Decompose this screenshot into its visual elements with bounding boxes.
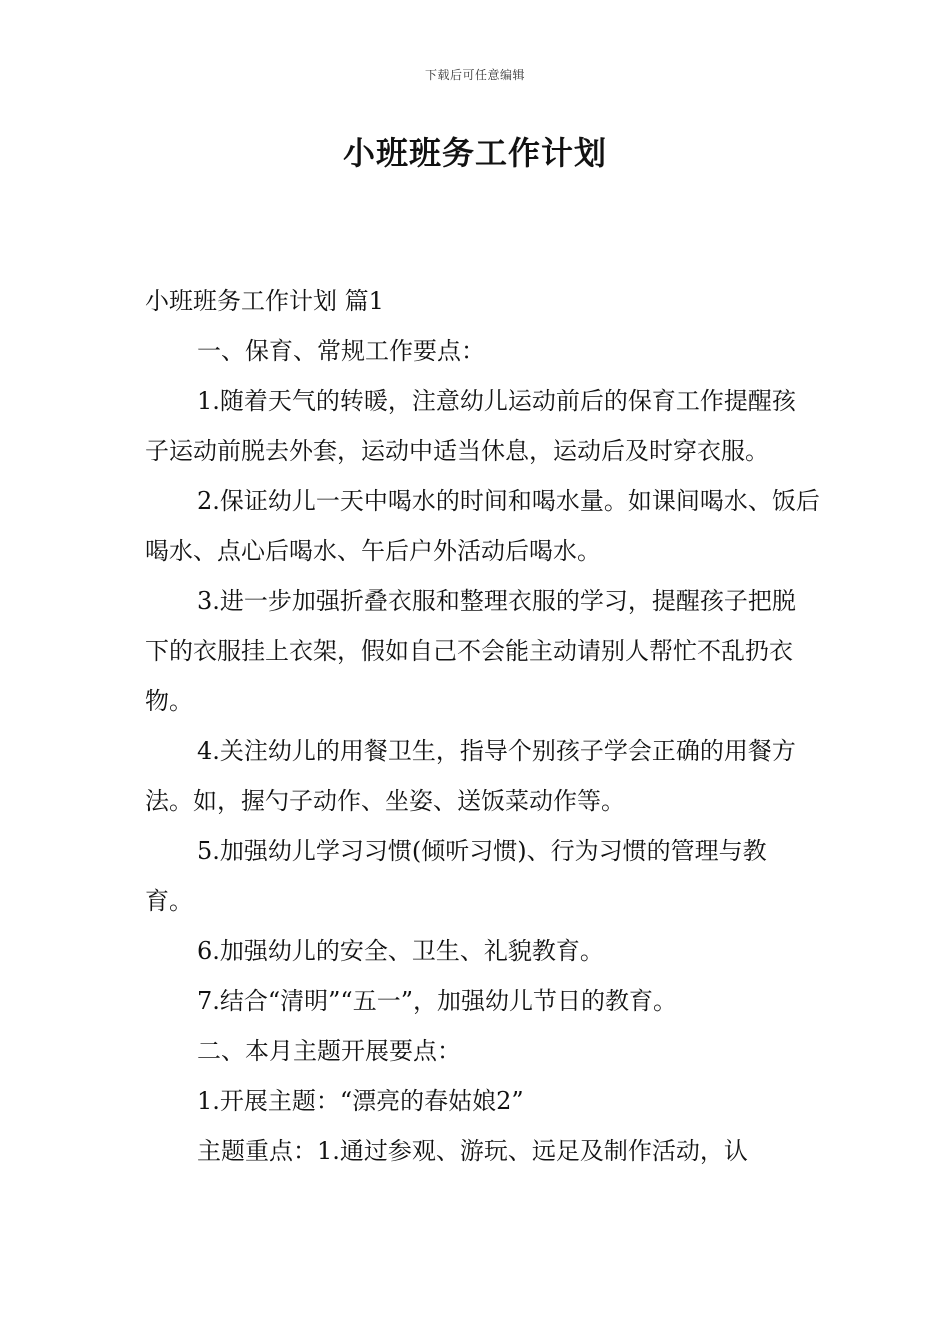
header-note: 下载后可任意编辑 [424, 68, 525, 82]
paragraph: 4.关注幼儿的用餐卫生，指导个别孩子学会正确的用餐方法。如，握勺子动作、坐姿、送饭菜动作等。 [145, 737, 796, 815]
paragraph: 1.开展主题：“漂亮的春姑娘2” [197, 1087, 524, 1115]
paragraph: 6.加强幼儿的安全、卫生、礼貌教育。 [197, 937, 604, 965]
paragraph: 3.进一步加强折叠衣服和整理衣服的学习，提醒孩子把脱下的衣服挂上衣架，假如自己不会能主动请别人帮忙不乱扔衣物。 [145, 587, 796, 715]
section-heading: 小班班务工作计划 篇1 [145, 287, 384, 315]
paragraph: 7.结合“清明”“五一”，加强幼儿节日的教育。 [197, 987, 677, 1015]
paragraph: 2.保证幼儿一天中喝水的时间和喝水量。如课间喝水、饭后喝水、点心后喝水、午后户外活动后喝水。 [145, 487, 820, 565]
paragraph: 主题重点：1.通过参观、游玩、远足及制作活动，认 [197, 1137, 748, 1165]
document-title: 小班班务工作计划 [342, 134, 607, 172]
paragraph: 二、本月主题开展要点： [197, 1037, 461, 1065]
paragraph: 1.随着天气的转暖，注意幼儿运动前后的保育工作提醒孩子运动前脱去外套，运动中适当休息，运动后及时穿衣服。 [145, 387, 796, 465]
paragraph: 5.加强幼儿学习习惯(倾听习惯)、行为习惯的管理与教育。 [145, 837, 767, 915]
paragraph: 一、保育、常规工作要点： [197, 337, 485, 365]
document-body [145, 276, 820, 1176]
